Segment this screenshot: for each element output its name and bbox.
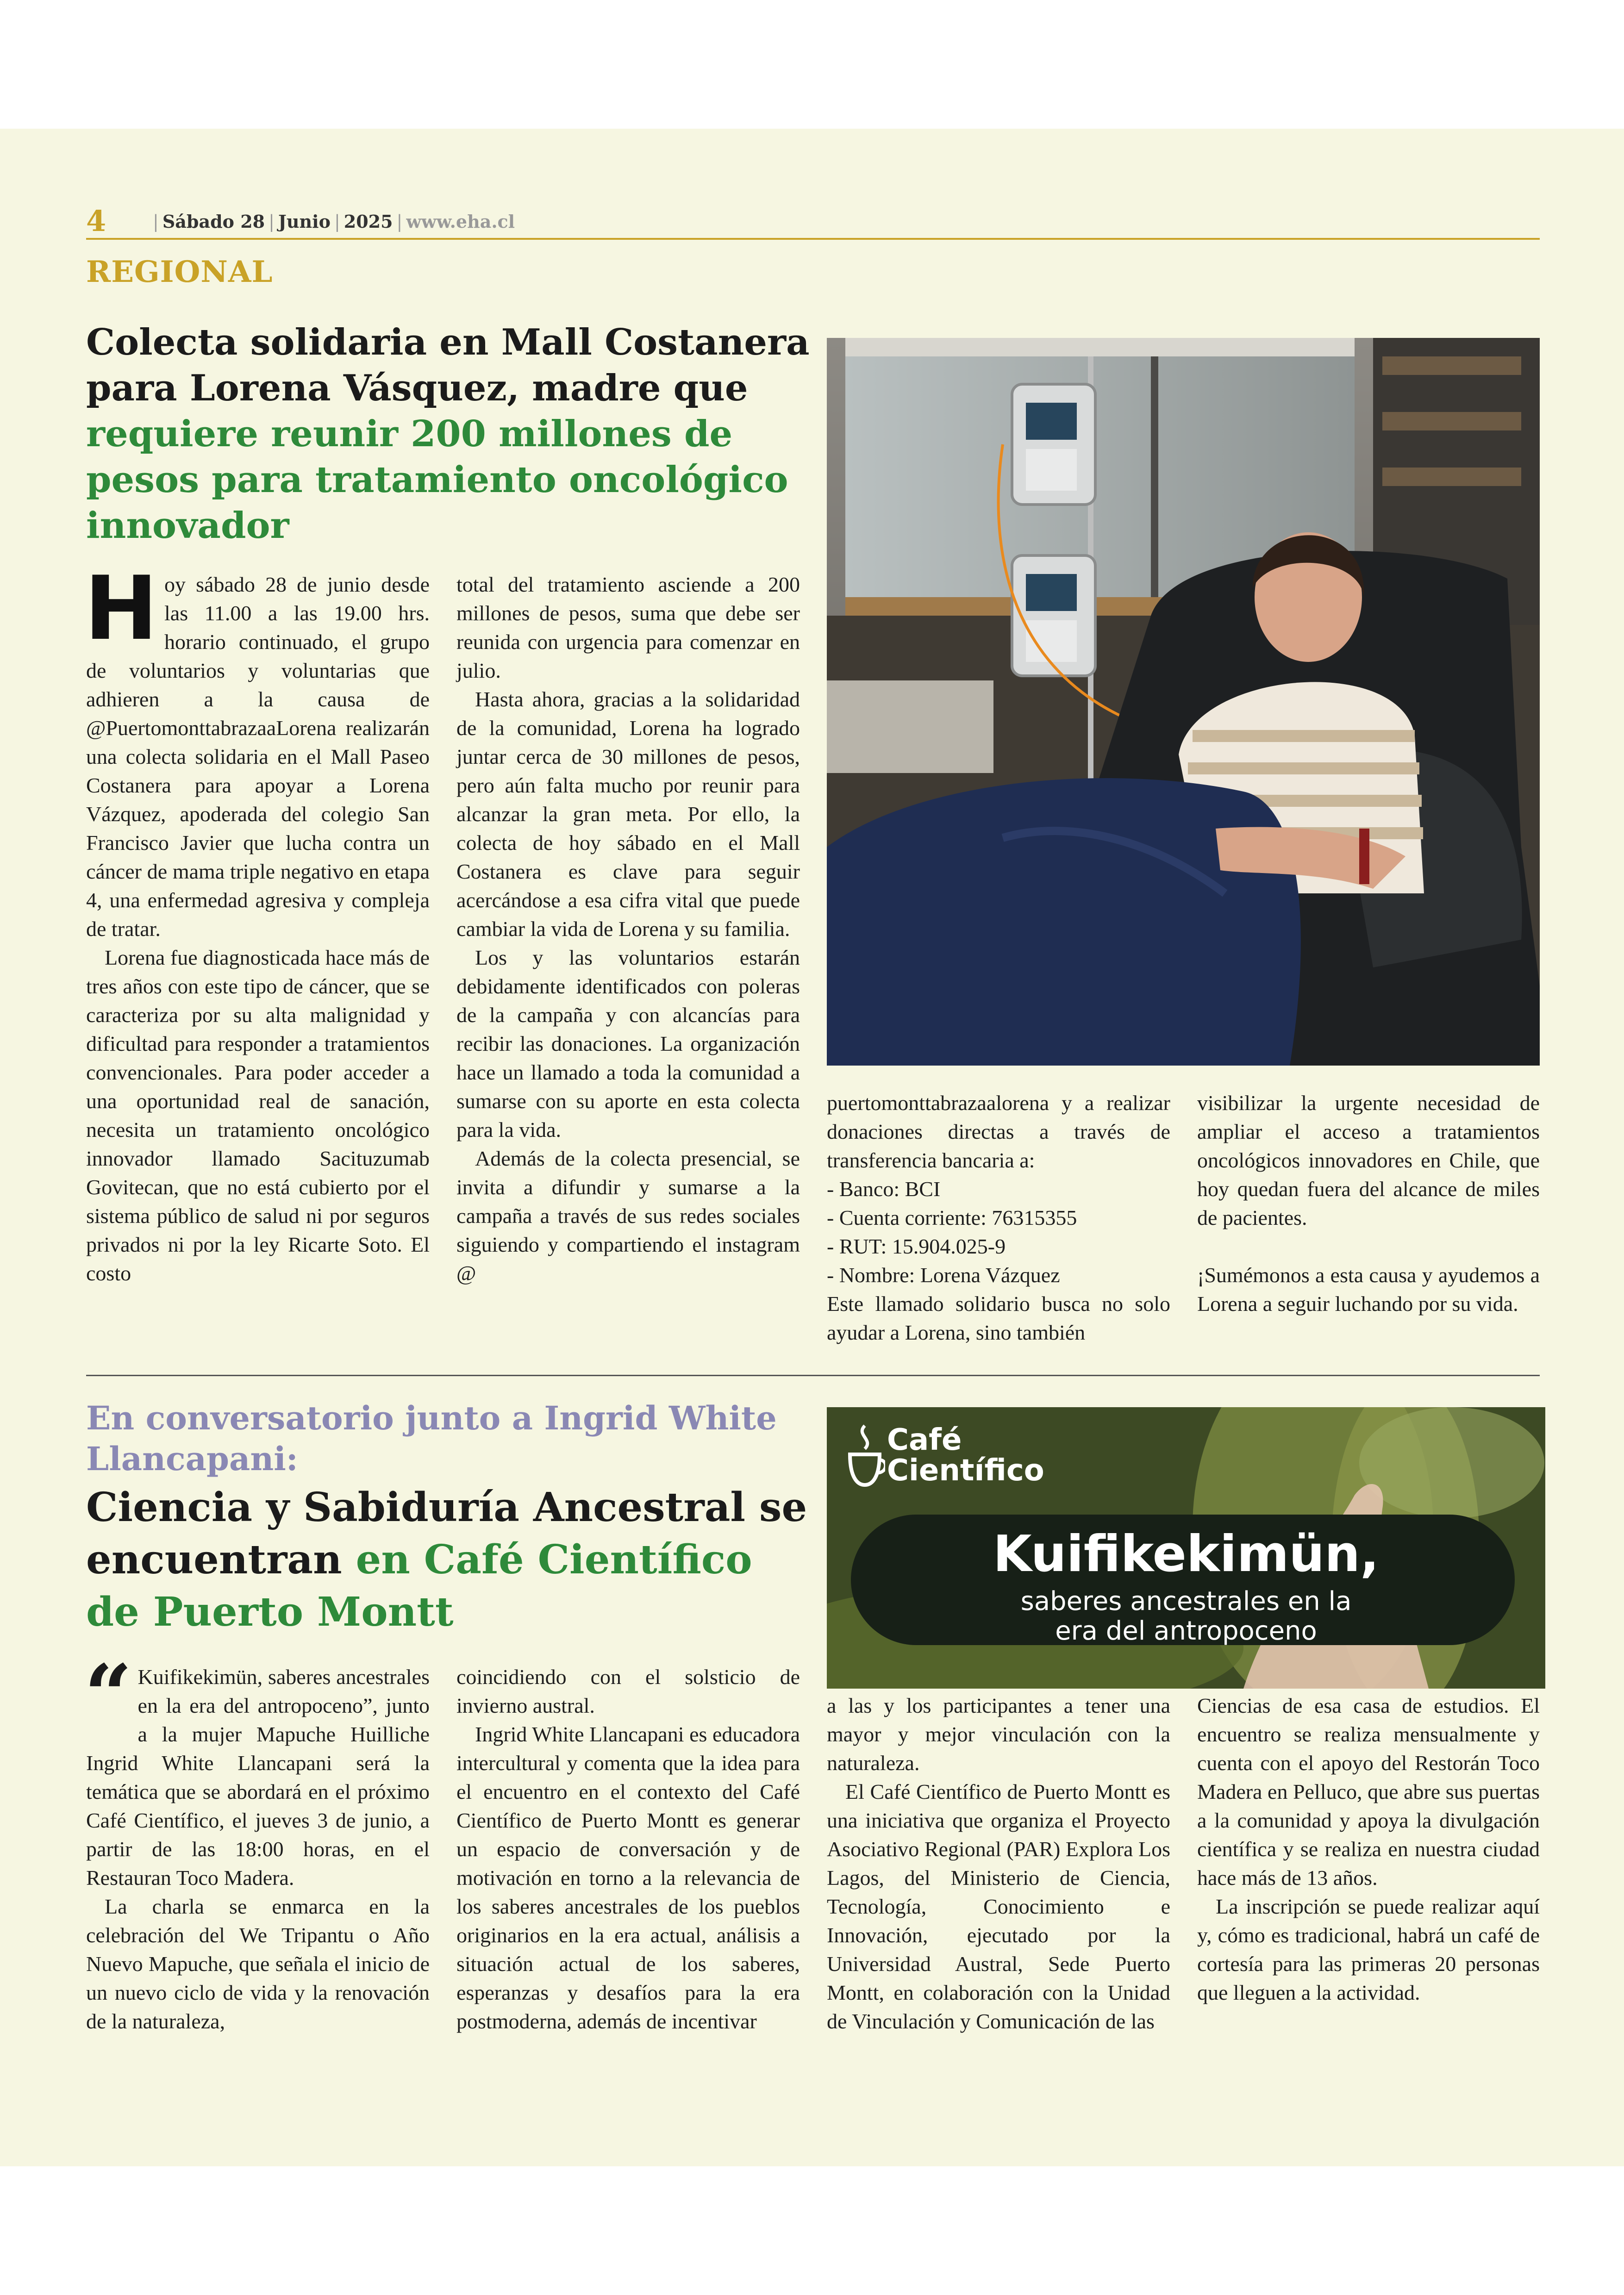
account-holder: - Nombre: Lorena Vázquez <box>827 1263 1060 1287</box>
article1-col1-p1: oy sábado 28 de junio desde las 11.00 a las 19.00 hrs. horario continuado, el grupo de voluntarios y voluntarias que adhieren a la causa de @PuertomonttabrazaaLorena realizarán una colecta solidaria en el Mall Paseo Costanera para apoyar a Lorena Vázquez, apoderada del colegio San Francisco Javier que lucha contra un cáncer de mama triple negativo en etapa 4, una enfermedad agresiva y compleja de tratar. <box>86 573 430 941</box>
account-number: - Cuenta corriente: 76315355 <box>827 1206 1077 1229</box>
article1-col3-p2: Este llamado solidario busca no solo ayudar a Lorena, sino también <box>827 1292 1170 1344</box>
article2-column-1 <box>84 1646 430 2036</box>
article2-column-3 <box>827 1691 1170 2036</box>
article1-column-2 <box>456 570 800 1288</box>
article1-col4-p1: visibilizar la urgente necesidad de ampliar el acceso a tratamientos oncológicos innovadores en Chile, que hoy quedan fuera del alcance de miles de pacientes. <box>1197 1091 1540 1229</box>
article2-column-4 <box>1197 1691 1540 2007</box>
article1-col3-p1: puertomonttabrazaalorena y a realizar donaciones directas a través de transferencia bancaria a: <box>827 1091 1170 1172</box>
date-year: 2025 <box>344 211 393 232</box>
header-rule <box>86 238 1540 240</box>
section-label: REGIONAL <box>86 255 273 289</box>
banner-subtitle-line-1: saberes ancestrales en la <box>1020 1586 1352 1616</box>
bank-name: - Banco: BCI <box>827 1177 941 1201</box>
article2-col4-p2: La inscripción se puede realizar aquí y, cómo es tradicional, habrá un café de cortesía para las primeras 20 personas que lleguen a la actividad. <box>1197 1895 1540 2004</box>
article2-col2-p2: Ingrid White Llancapani es educadora intercultural y comenta que la idea para el encuentro en el contexto del Café Científico de Puerto Montt es generar un espacio de conversación y de motivación en torno a la relevancia de los saberes ancestrales de los pueblos originarios en la era actual, análisis a situación actual de los saberes, esperanzas y desafíos para la era postmoderna, además de incentivar <box>456 1722 800 2033</box>
article2-col1-p2: La charla se enmarca en la celebración del We Tripantu o Año Nuevo Mapuche, que señala el inicio de un nuevo ciclo de vida y la renovación de la naturaleza, <box>86 1895 430 2033</box>
article2-col3-p2: El Café Científico de Puerto Montt es una iniciativa que organiza el Proyecto Asociativo Regional (PAR) Explora Los Lagos, del Ministerio de Ciencia, Tecnología, Conocimiento e Innovación, ejecutado por la Universidad Austral, Sede Puerto Montt, en colaboración con la Unidad de Vinculación y Comunicación de las <box>827 1780 1170 2033</box>
date-day: Sábado 28 <box>162 211 265 232</box>
rut-number: - RUT: 15.904.025-9 <box>827 1235 1006 1258</box>
page-number: 4 <box>86 204 106 238</box>
banner-title: Kuifikekimün, <box>993 1525 1380 1583</box>
article1-col1-p2: Lorena fue diagnosticada hace más de tres años con este tipo de cáncer, que se caracteriza por su alta malignidad y dificultad para responder a tratamientos convencionales. Para poder acceder a una oportunidad real de sanación, necesita un tratamiento oncológico innovador llamado Sacituzumab Govitecan, que no está cubierto por el sistema público de salud ni por seguros privados ni por la ley Ricarte Soto. El costo <box>86 946 430 1285</box>
coffee-cup-icon <box>846 1421 885 1491</box>
article1-column-1 <box>84 557 430 1288</box>
date-line: | Sábado 28 | Junio | 2025 | www.eha.cl <box>153 211 515 232</box>
article1-col2-p4: Además de la colecta presencial, se invita a difundir y sumarse a la campaña a través de sus redes sociales siguiendo y compartiendo el instagram @ <box>456 1147 800 1285</box>
article1-col2-p3: Los y las voluntarios estarán debidamente identificados con poleras de la campaña y con alcancías para recibir las donaciones. La organización hace un llamado a toda la comunidad a sumarse con su aporte en esta colecta para la vida. <box>456 946 800 1141</box>
article2-column-2 <box>456 1663 800 2036</box>
photo-illustration <box>827 338 1540 1066</box>
article1-headline <box>86 319 818 549</box>
article2-col2-p1: coincidiendo con el solsticio de invierno austral. <box>456 1665 800 1717</box>
photo-lorena-treatment <box>827 338 1540 1066</box>
brand-line-2: Científico <box>887 1453 1044 1488</box>
article2-kicker: En conversatorio junto a Ingrid White Llancapani: <box>86 1399 777 1478</box>
cafe-cientifico-logo <box>887 1425 1044 1486</box>
article2-headline <box>86 1481 818 1638</box>
banner-subtitle-line-2: era del antropoceno <box>1055 1616 1317 1646</box>
article2-col1-p1: Kuifikekimün, saberes ancestrales en la era del antropoceno”, junto a la mujer Mapuche Huilliche Ingrid White Llancapani será la temática que se abordará en el próximo Café Científico, el jueves 3 de junio, a partir de las 18:00 horas, en el Restauran Toco Madera. <box>86 1665 430 1890</box>
banner-subtitle <box>827 1587 1545 1646</box>
cafe-cientifico-banner <box>827 1407 1545 1689</box>
website-link[interactable]: www.eha.cl <box>406 211 515 232</box>
article2-headline-green: en Café Científico de Puerto Montt <box>86 1536 752 1635</box>
article1-headline-green: requiere reunir 200 millones de pesos para tratamiento oncológico innovador <box>86 413 788 547</box>
article1-col2-p1: total del tratamiento asciende a 200 millones de pesos, suma que debe ser reunida con urgencia para comenzar en julio. <box>456 573 800 682</box>
drop-cap: H <box>84 557 158 660</box>
article1-column-3 <box>827 1089 1170 1347</box>
article1-col2-p2: Hasta ahora, gracias a la solidaridad de la comunidad, Lorena ha logrado juntar cerca de 30 millones de pesos, pero aún falta mucho por reunir para alcanzar la gran meta. Por ello, la colecta de hoy sábado en el Mall Costanera es clave para seguir acercándose a esa cifra vital que puede cambiar la vida de Lorena y su familia. <box>456 687 800 941</box>
article1-col4-p2: ¡Sumémonos a esta causa y ayudemos a Lorena a seguir luchando por su vida. <box>1197 1263 1540 1316</box>
article2-headline-black: Ciencia y Sabiduría Ancestral se encuentran <box>86 1484 807 1583</box>
article1-column-4 <box>1197 1089 1540 1318</box>
article2-col3-p1: a las y los participantes a tener una mayor y mejor vinculación con la naturaleza. <box>827 1694 1170 1775</box>
brand-line-1: Café <box>887 1423 962 1457</box>
article2-col4-p1: Ciencias de esa casa de estudios. El encuentro se realiza mensualmente y cuenta con el apoyo del Restorán Toco Madera en Pelluco, que abre sus puertas a la comunidad y apoya la divulgación científica y se realiza en nuestra ciudad hace más de 13 años. <box>1197 1694 1540 1890</box>
date-month: Junio <box>278 211 331 232</box>
opening-quote-mark: “ <box>84 1646 132 1744</box>
article-divider <box>86 1375 1540 1376</box>
article1-headline-black: Colecta solidaria en Mall Costanera para Lorena Vásquez, madre que <box>86 321 810 409</box>
